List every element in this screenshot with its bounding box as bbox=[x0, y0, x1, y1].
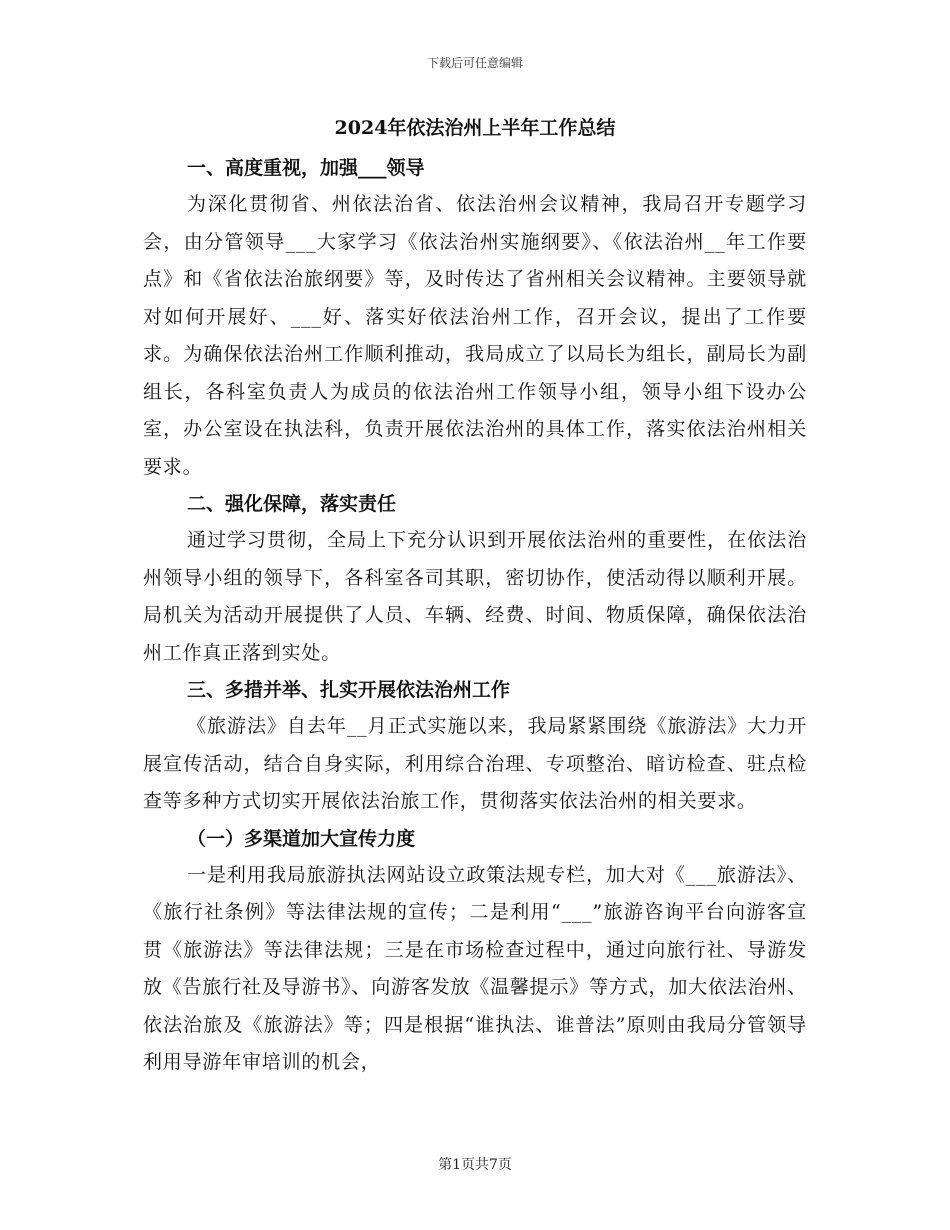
section-heading-1: 一、高度重视，加强___领导 bbox=[187, 157, 425, 179]
document-body bbox=[143, 112, 807, 1082]
document-title: 2024年依法治州上半年工作总结 bbox=[334, 117, 616, 139]
section-3-paragraph-1: 《旅游法》自去年__月正式实施以来，我局紧紧围绕《旅游法》大力开展宣传活动，结合自身实际，利用综合治理、专项整治、暗访检查、驻点检查等多种方式切实开展依法治旅工作，贯彻落实依法治州的相关要求。 bbox=[143, 715, 807, 812]
header-note: 下载后可任意编辑 bbox=[426, 56, 523, 70]
page-number-footer: 第1页共7页 bbox=[438, 1157, 512, 1173]
subsection-heading-1: （一）多渠道加大宣传力度 bbox=[187, 827, 416, 850]
section-heading-2: 二、强化保障，落实责任 bbox=[187, 493, 397, 515]
subsection-1-paragraph-1: 一是利用我局旅游执法网站设立政策法规专栏，加大对《___旅游法》、《旅行社条例》等法律法规的宣传；二是利用“___”旅游咨询平台向游客宣贯《旅游法》等法律法规；三是在市场检查过程中，通过向旅行社、导游发放《告旅行社及导游书》、向游客发放《温馨提示》等方式，加大依法治州、依法治旅及《旅游法》等；四是根据“谁执法、谁普法”原则由我局分管领导利用导游年审培训的机会， bbox=[143, 863, 807, 1073]
section-1-paragraph-1: 为深化贯彻省、州依法治省、依法治州会议精神，我局召开专题学习会，由分管领导___大家学习《依法治州实施纲要》、《依法治州__年工作要点》和《省依法治旅纲要》等，及时传达了省州相关会议精神。主要领导就对如何开展好、___好、落实好依法治州工作，召开会议，提出了工作要求。为确保依法治州工作顺利推动，我局成立了以局长为组长，副局长为副组长，各科室负责人为成员的依法治州工作领导小组，领导小组下设办公室，办公室设在执法科，负责开展依法治州的具体工作，落实依法治州相关要求。 bbox=[143, 193, 807, 478]
section-2-paragraph-1: 通过学习贯彻，全局上下充分认识到开展依法治州的重要性，在依法治州领导小组的领导下，各科室各司其职，密切协作，使活动得以顺利开展。局机关为活动开展提供了人员、车辆、经费、时间、物质保障，确保依法治州工作真正落到实处。 bbox=[143, 529, 807, 664]
section-heading-3: 三、多措并举、扎实开展依法治州工作 bbox=[187, 679, 511, 701]
